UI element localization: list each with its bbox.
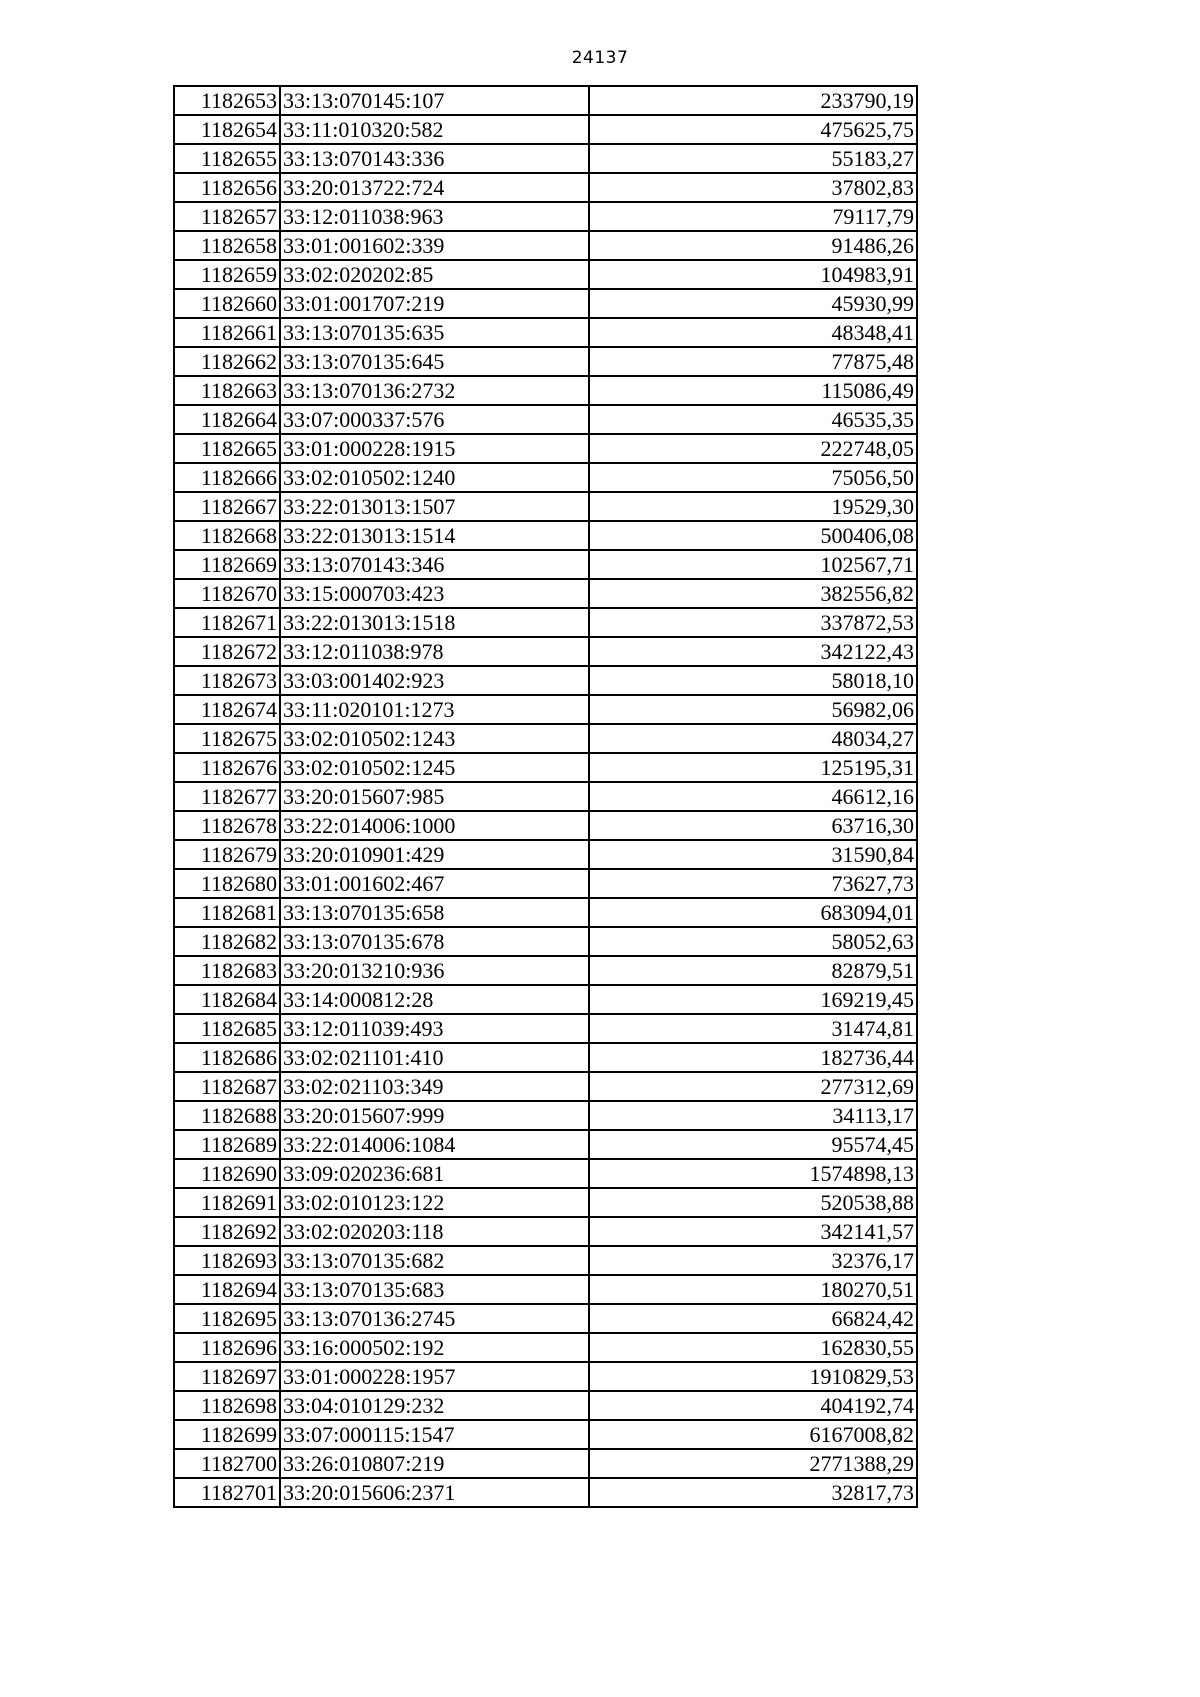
cadastral-value-cell: 19529,30 <box>589 492 917 521</box>
table-row <box>174 492 917 521</box>
cadastral-value-cell: 79117,79 <box>589 202 917 231</box>
row-id-cell: 1182666 <box>174 463 280 492</box>
cadastral-value-cell: 31590,84 <box>589 840 917 869</box>
row-id-cell: 1182677 <box>174 782 280 811</box>
table-row <box>174 927 917 956</box>
cadastral-number-cell: 33:02:021103:349 <box>280 1072 589 1101</box>
table-row <box>174 1043 917 1072</box>
cadastral-value-table <box>173 85 918 1508</box>
cadastral-number-cell: 33:22:014006:1084 <box>280 1130 589 1159</box>
cadastral-value-cell: 342122,43 <box>589 637 917 666</box>
row-id-cell: 1182689 <box>174 1130 280 1159</box>
table-row <box>174 1333 917 1362</box>
row-id-cell: 1182698 <box>174 1391 280 1420</box>
row-id-cell: 1182668 <box>174 521 280 550</box>
row-id-cell: 1182665 <box>174 434 280 463</box>
row-id-cell: 1182653 <box>174 86 280 115</box>
cadastral-value-cell: 475625,75 <box>589 115 917 144</box>
cadastral-number-cell: 33:02:020202:85 <box>280 260 589 289</box>
table-row <box>174 173 917 202</box>
table-row <box>174 115 917 144</box>
cadastral-number-cell: 33:20:013210:936 <box>280 956 589 985</box>
cadastral-number-cell: 33:22:013013:1507 <box>280 492 589 521</box>
table-row <box>174 1420 917 1449</box>
row-id-cell: 1182661 <box>174 318 280 347</box>
cadastral-number-cell: 33:13:070143:346 <box>280 550 589 579</box>
cadastral-value-cell: 2771388,29 <box>589 1449 917 1478</box>
table-row <box>174 86 917 115</box>
cadastral-value-cell: 91486,26 <box>589 231 917 260</box>
cadastral-value-cell: 222748,05 <box>589 434 917 463</box>
cadastral-number-cell: 33:02:010502:1243 <box>280 724 589 753</box>
cadastral-value-cell: 55183,27 <box>589 144 917 173</box>
table-row <box>174 347 917 376</box>
row-id-cell: 1182660 <box>174 289 280 318</box>
cadastral-number-cell: 33:22:014006:1000 <box>280 811 589 840</box>
table-row <box>174 956 917 985</box>
cadastral-value-cell: 45930,99 <box>589 289 917 318</box>
table-row <box>174 579 917 608</box>
table-row <box>174 1275 917 1304</box>
table-row <box>174 1304 917 1333</box>
cadastral-number-cell: 33:07:000115:1547 <box>280 1420 589 1449</box>
cadastral-number-cell: 33:13:070135:682 <box>280 1246 589 1275</box>
cadastral-value-cell: 125195,31 <box>589 753 917 782</box>
table-row <box>174 1391 917 1420</box>
page-number: 24137 <box>571 48 629 68</box>
table-row <box>174 405 917 434</box>
table-row <box>174 1159 917 1188</box>
table-row <box>174 1072 917 1101</box>
cadastral-number-cell: 33:20:015606:2371 <box>280 1478 589 1507</box>
table-row <box>174 1130 917 1159</box>
cadastral-value-cell: 500406,08 <box>589 521 917 550</box>
row-id-cell: 1182697 <box>174 1362 280 1391</box>
row-id-cell: 1182656 <box>174 173 280 202</box>
row-id-cell: 1182675 <box>174 724 280 753</box>
cadastral-number-cell: 33:02:021101:410 <box>280 1043 589 1072</box>
row-id-cell: 1182685 <box>174 1014 280 1043</box>
row-id-cell: 1182669 <box>174 550 280 579</box>
table-row <box>174 318 917 347</box>
cadastral-value-cell: 182736,44 <box>589 1043 917 1072</box>
table-row <box>174 1478 917 1507</box>
cadastral-number-cell: 33:09:020236:681 <box>280 1159 589 1188</box>
row-id-cell: 1182673 <box>174 666 280 695</box>
table-row <box>174 1188 917 1217</box>
cadastral-number-cell: 33:20:013722:724 <box>280 173 589 202</box>
cadastral-value-cell: 404192,74 <box>589 1391 917 1420</box>
table-row <box>174 811 917 840</box>
table-row <box>174 782 917 811</box>
table-row <box>174 1014 917 1043</box>
cadastral-value-cell: 342141,57 <box>589 1217 917 1246</box>
cadastral-value-cell: 95574,45 <box>589 1130 917 1159</box>
cadastral-number-cell: 33:01:001602:339 <box>280 231 589 260</box>
row-id-cell: 1182695 <box>174 1304 280 1333</box>
row-id-cell: 1182696 <box>174 1333 280 1362</box>
cadastral-value-cell: 63716,30 <box>589 811 917 840</box>
cadastral-value-cell: 37802,83 <box>589 173 917 202</box>
cadastral-value-cell: 75056,50 <box>589 463 917 492</box>
cadastral-value-cell: 31474,81 <box>589 1014 917 1043</box>
row-id-cell: 1182684 <box>174 985 280 1014</box>
cadastral-value-cell: 683094,01 <box>589 898 917 927</box>
table-row <box>174 1449 917 1478</box>
table-row <box>174 463 917 492</box>
row-id-cell: 1182663 <box>174 376 280 405</box>
cadastral-value-cell: 277312,69 <box>589 1072 917 1101</box>
cadastral-number-cell: 33:12:011038:963 <box>280 202 589 231</box>
table-row <box>174 260 917 289</box>
cadastral-number-cell: 33:01:001602:467 <box>280 869 589 898</box>
table-row <box>174 376 917 405</box>
cadastral-number-cell: 33:16:000502:192 <box>280 1333 589 1362</box>
cadastral-value-cell: 58052,63 <box>589 927 917 956</box>
table-row <box>174 666 917 695</box>
table-row <box>174 550 917 579</box>
row-id-cell: 1182678 <box>174 811 280 840</box>
row-id-cell: 1182671 <box>174 608 280 637</box>
cadastral-number-cell: 33:15:000703:423 <box>280 579 589 608</box>
row-id-cell: 1182674 <box>174 695 280 724</box>
cadastral-value-cell: 382556,82 <box>589 579 917 608</box>
row-id-cell: 1182657 <box>174 202 280 231</box>
row-id-cell: 1182681 <box>174 898 280 927</box>
cadastral-number-cell: 33:13:070135:635 <box>280 318 589 347</box>
row-id-cell: 1182664 <box>174 405 280 434</box>
cadastral-value-cell: 32817,73 <box>589 1478 917 1507</box>
row-id-cell: 1182687 <box>174 1072 280 1101</box>
row-id-cell: 1182700 <box>174 1449 280 1478</box>
table-row <box>174 869 917 898</box>
cadastral-number-cell: 33:01:000228:1915 <box>280 434 589 463</box>
table-row <box>174 898 917 927</box>
cadastral-number-cell: 33:04:010129:232 <box>280 1391 589 1420</box>
cadastral-number-cell: 33:11:020101:1273 <box>280 695 589 724</box>
table-row <box>174 521 917 550</box>
table-row <box>174 1246 917 1275</box>
table-row <box>174 1362 917 1391</box>
table-body <box>174 86 917 1507</box>
cadastral-value-cell: 162830,55 <box>589 1333 917 1362</box>
row-id-cell: 1182662 <box>174 347 280 376</box>
cadastral-value-cell: 1910829,53 <box>589 1362 917 1391</box>
table-row <box>174 695 917 724</box>
row-id-cell: 1182680 <box>174 869 280 898</box>
cadastral-number-cell: 33:11:010320:582 <box>280 115 589 144</box>
cadastral-number-cell: 33:13:070136:2745 <box>280 1304 589 1333</box>
cadastral-value-cell: 82879,51 <box>589 956 917 985</box>
cadastral-number-cell: 33:01:001707:219 <box>280 289 589 318</box>
cadastral-number-cell: 33:12:011039:493 <box>280 1014 589 1043</box>
cadastral-number-cell: 33:07:000337:576 <box>280 405 589 434</box>
table-row <box>174 434 917 463</box>
cadastral-value-cell: 180270,51 <box>589 1275 917 1304</box>
cadastral-value-cell: 169219,45 <box>589 985 917 1014</box>
row-id-cell: 1182690 <box>174 1159 280 1188</box>
table-row <box>174 637 917 666</box>
table-row <box>174 724 917 753</box>
row-id-cell: 1182679 <box>174 840 280 869</box>
cadastral-number-cell: 33:01:000228:1957 <box>280 1362 589 1391</box>
row-id-cell: 1182691 <box>174 1188 280 1217</box>
cadastral-number-cell: 33:12:011038:978 <box>280 637 589 666</box>
cadastral-value-cell: 32376,17 <box>589 1246 917 1275</box>
table-row <box>174 202 917 231</box>
cadastral-value-cell: 56982,06 <box>589 695 917 724</box>
cadastral-value-cell: 46535,35 <box>589 405 917 434</box>
row-id-cell: 1182693 <box>174 1246 280 1275</box>
cadastral-value-cell: 46612,16 <box>589 782 917 811</box>
cadastral-value-cell: 48034,27 <box>589 724 917 753</box>
cadastral-number-cell: 33:14:000812:28 <box>280 985 589 1014</box>
cadastral-number-cell: 33:26:010807:219 <box>280 1449 589 1478</box>
row-id-cell: 1182658 <box>174 231 280 260</box>
table-row <box>174 231 917 260</box>
table-row <box>174 608 917 637</box>
cadastral-value-cell: 6167008,82 <box>589 1420 917 1449</box>
cadastral-value-cell: 58018,10 <box>589 666 917 695</box>
row-id-cell: 1182701 <box>174 1478 280 1507</box>
cadastral-number-cell: 33:02:010123:122 <box>280 1188 589 1217</box>
cadastral-number-cell: 33:22:013013:1518 <box>280 608 589 637</box>
row-id-cell: 1182667 <box>174 492 280 521</box>
cadastral-number-cell: 33:20:015607:985 <box>280 782 589 811</box>
cadastral-number-cell: 33:13:070145:107 <box>280 86 589 115</box>
row-id-cell: 1182683 <box>174 956 280 985</box>
row-id-cell: 1182688 <box>174 1101 280 1130</box>
row-id-cell: 1182676 <box>174 753 280 782</box>
cadastral-number-cell: 33:22:013013:1514 <box>280 521 589 550</box>
cadastral-number-cell: 33:02:010502:1245 <box>280 753 589 782</box>
table-row <box>174 1217 917 1246</box>
row-id-cell: 1182655 <box>174 144 280 173</box>
cadastral-number-cell: 33:13:070135:683 <box>280 1275 589 1304</box>
cadastral-number-cell: 33:13:070143:336 <box>280 144 589 173</box>
cadastral-number-cell: 33:13:070135:658 <box>280 898 589 927</box>
cadastral-number-cell: 33:20:015607:999 <box>280 1101 589 1130</box>
table-row <box>174 289 917 318</box>
cadastral-number-cell: 33:20:010901:429 <box>280 840 589 869</box>
table-row <box>174 840 917 869</box>
cadastral-value-cell: 34113,17 <box>589 1101 917 1130</box>
cadastral-number-cell: 33:02:010502:1240 <box>280 463 589 492</box>
row-id-cell: 1182686 <box>174 1043 280 1072</box>
cadastral-value-cell: 520538,88 <box>589 1188 917 1217</box>
table-row <box>174 985 917 1014</box>
cadastral-value-cell: 48348,41 <box>589 318 917 347</box>
cadastral-number-cell: 33:02:020203:118 <box>280 1217 589 1246</box>
cadastral-value-cell: 102567,71 <box>589 550 917 579</box>
cadastral-value-cell: 115086,49 <box>589 376 917 405</box>
cadastral-number-cell: 33:13:070136:2732 <box>280 376 589 405</box>
cadastral-value-cell: 337872,53 <box>589 608 917 637</box>
cadastral-value-cell: 104983,91 <box>589 260 917 289</box>
row-id-cell: 1182692 <box>174 1217 280 1246</box>
table-row <box>174 1101 917 1130</box>
row-id-cell: 1182654 <box>174 115 280 144</box>
cadastral-value-cell: 1574898,13 <box>589 1159 917 1188</box>
row-id-cell: 1182670 <box>174 579 280 608</box>
cadastral-value-cell: 66824,42 <box>589 1304 917 1333</box>
cadastral-number-cell: 33:03:001402:923 <box>280 666 589 695</box>
table-row <box>174 753 917 782</box>
row-id-cell: 1182682 <box>174 927 280 956</box>
row-id-cell: 1182659 <box>174 260 280 289</box>
table-row <box>174 144 917 173</box>
row-id-cell: 1182672 <box>174 637 280 666</box>
row-id-cell: 1182699 <box>174 1420 280 1449</box>
row-id-cell: 1182694 <box>174 1275 280 1304</box>
cadastral-value-cell: 77875,48 <box>589 347 917 376</box>
cadastral-number-cell: 33:13:070135:678 <box>280 927 589 956</box>
cadastral-value-cell: 233790,19 <box>589 86 917 115</box>
cadastral-value-cell: 73627,73 <box>589 869 917 898</box>
cadastral-number-cell: 33:13:070135:645 <box>280 347 589 376</box>
